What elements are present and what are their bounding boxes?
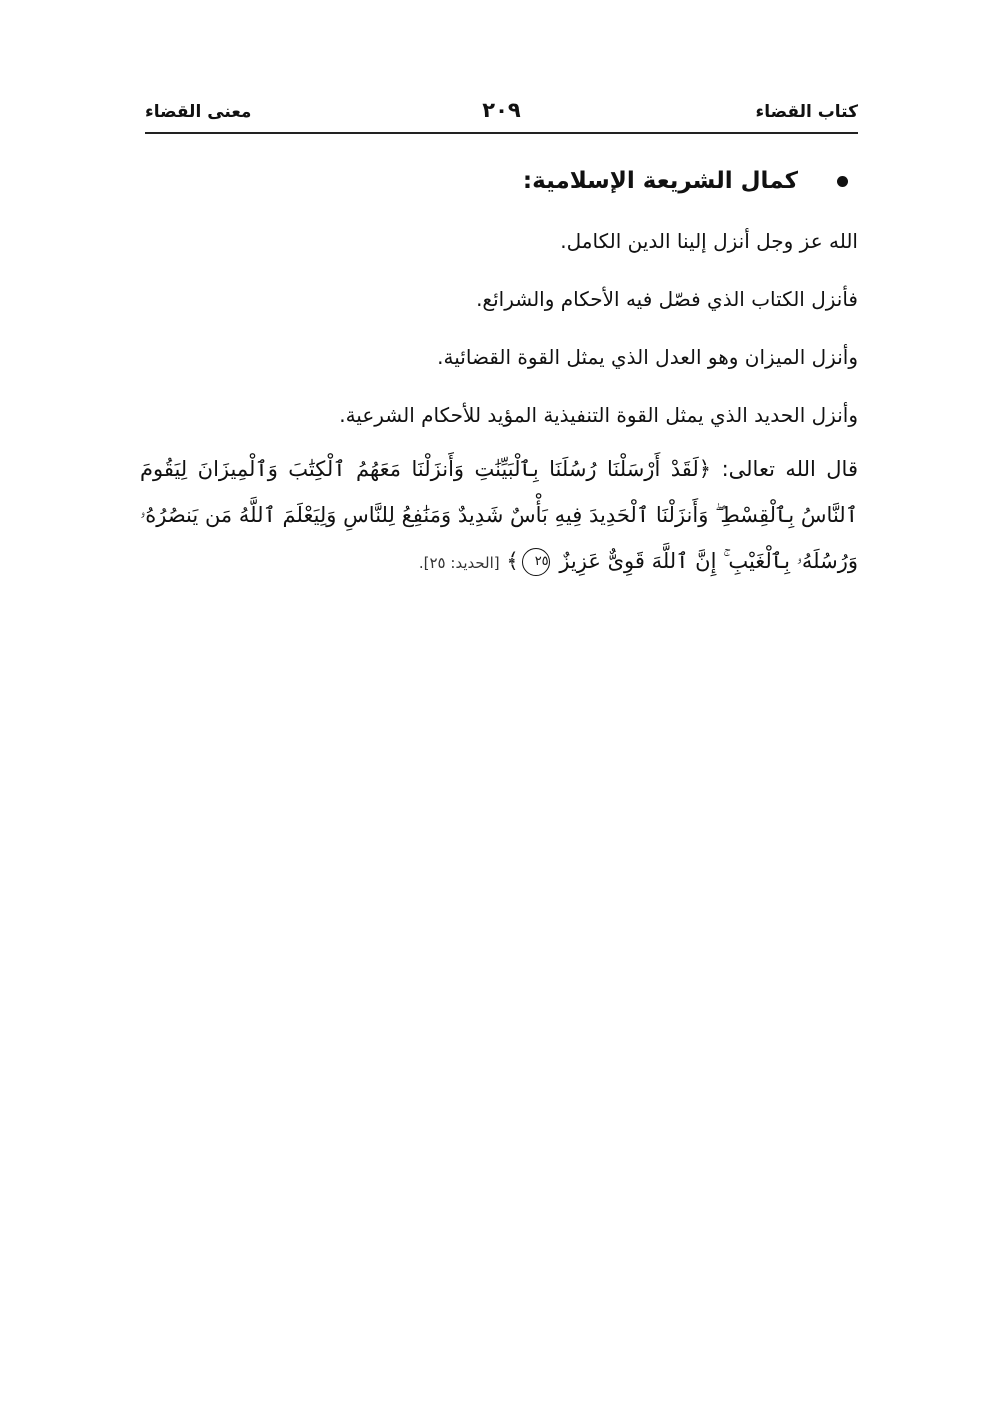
section-heading (140, 150, 858, 212)
verse-intro: قال الله تعالى: (721, 457, 858, 481)
paragraph: وأنزل الحديد الذي يمثل القوة التنفيذية المؤيد للأحكام الشرعية. (339, 403, 858, 427)
bullet-icon (837, 176, 848, 187)
verse-text: لَقَدْ أَرْسَلْنَا رُسُلَنَا بِٱلْبَيِّنَٰتِ وَأَنزَلْنَا مَعَهُمُ ٱلْكِتَٰبَ وَٱلْمِيزَانَ لِيَقُومَ ٱلنَّاسُ بِٱلْقِسْطِ ۖ وَأَنزَلْنَا ٱلْحَدِيدَ فِيهِ بَأْسٌ شَدِيدٌ وَمَنَٰفِعُ لِلنَّاسِ وَلِيَعْلَمَ ٱللَّهُ مَن يَنصُرُهُۥ وَرُسُلَهُۥ بِٱلْغَيْبِ ۚ إِنَّ ٱللَّهَ قَوِىٌّ عَزِيزٌ (140, 457, 858, 573)
page-header (145, 98, 858, 134)
page-body (140, 150, 858, 586)
paragraph: فأنزل الكتاب الذي فصّل فيه الأحكام والشرائع. (476, 287, 858, 311)
quran-verse-block (140, 446, 858, 586)
verse-reference: [الحديد: ٢٥]. (418, 554, 500, 572)
paragraph: الله عز وجل أنزل إلينا الدين الكامل. (560, 229, 858, 253)
verse-open-bracket: ﴿ (698, 457, 712, 481)
verse-close-bracket: ﴾ (506, 549, 519, 573)
book-title: كتاب القضاء (755, 102, 858, 122)
paragraph: وأنزل الميزان وهو العدل الذي يمثل القوة القضائية. (437, 345, 858, 369)
page-number: ٢٠٩ (482, 98, 521, 122)
section-heading-text: كمال الشريعة الإسلامية: (522, 168, 798, 194)
ayah-number-marker: ٢٥ (522, 548, 550, 576)
chapter-title: معنى القضاء (145, 102, 252, 122)
